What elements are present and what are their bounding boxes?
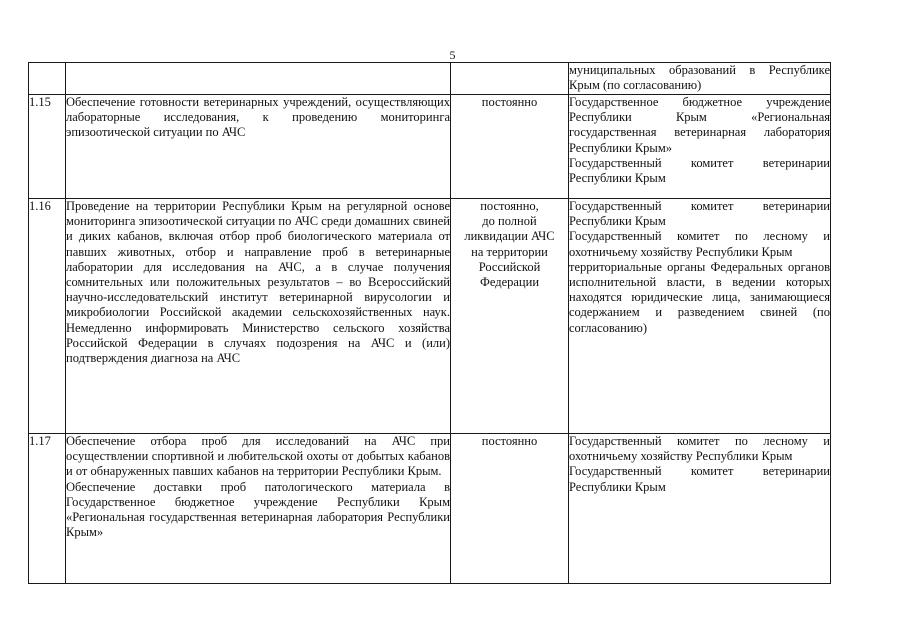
description-cell	[66, 63, 451, 95]
term-text: постоянно	[481, 434, 538, 448]
term-line: Российской	[478, 259, 541, 274]
term-line: постоянно,	[480, 199, 539, 213]
row-number-cell	[29, 199, 66, 434]
description-text: Проведение на территории Республики Крым на регулярной основе мониторинга эпизоотической ситуации по АЧС среди домашних свиней и диких кабанов, включая отбор проб биологического материала от павших животных, отбор и направление проб в ветеринарные лаборатории для исследования на АЧС, а в случае получения сомнительных или положительных результатов – во Всероссийский научно-исследовательский институт ветеринарной вирусологии и микробиологии Российской академии сельскохозяйственных наук. Немедленно информировать Министерство сельского хозяйства Российской Федерации в случаях подозрения на АЧС и (или) подтверждения диагноза на АЧС	[66, 199, 450, 366]
table-row	[29, 95, 831, 199]
responsible-cell	[569, 63, 831, 95]
description-cell	[66, 95, 451, 199]
responsible-text: Государственное бюджетное учреждение Республики Крым «Региональная государственная ветеринарная лаборатория Республики Крым»	[569, 95, 830, 155]
table-row	[29, 63, 831, 95]
responsible-text: территориальные органы Федеральных органов исполнительной власти, в ведении которых находятся юридические лица, занимающиеся содержанием и разведением свиней (по согласованию)	[569, 259, 830, 335]
term-line: до полной	[482, 214, 537, 229]
responsible-cell	[569, 95, 831, 199]
measures-table	[28, 62, 831, 584]
term-cell	[451, 199, 569, 434]
responsible-text: Государственный комитет по лесному и охотничьему хозяйству Республики Крым	[569, 434, 830, 464]
responsible-text: Государственный комитет ветеринарии Республики Крым	[569, 155, 830, 186]
term-text: постоянно	[481, 95, 538, 109]
term-cell	[451, 95, 569, 199]
term-line: ликвидации АЧС	[464, 229, 555, 244]
description-text: Обеспечение отбора проб для исследований на АЧС при осуществлении спортивной и любительской охоты от добытых кабанов и от обнаруженных павших кабанов на территории Республики Крым.	[66, 434, 450, 479]
table-row	[29, 199, 831, 434]
description-text: Обеспечение готовности ветеринарных учреждений, осуществляющих лабораторные исследования, к проведению мониторинга эпизоотической ситуации по АЧС	[66, 95, 450, 140]
table-row	[29, 434, 831, 584]
term-cell	[451, 434, 569, 584]
responsible-cell	[569, 434, 831, 584]
term-line: на территории	[471, 244, 548, 259]
description-text: Обеспечение доставки проб патологического материала в Государственное бюджетное учреждение Республики Крым «Региональная государственная ветеринарная лаборатория Республики Крым»	[66, 479, 450, 540]
row-number: 1.16	[29, 199, 51, 213]
responsible-cell	[569, 199, 831, 434]
row-number: 1.15	[29, 95, 51, 109]
page-number: 5	[449, 48, 456, 62]
term-line: Федерации	[479, 275, 540, 290]
row-number: 1.17	[29, 434, 51, 448]
responsible-text: Государственный комитет ветеринарии Республики Крым	[569, 199, 830, 229]
responsible-text: Государственный комитет по лесному и охотничьему хозяйству Республики Крым	[569, 229, 830, 259]
term-cell	[451, 63, 569, 95]
responsible-text: муниципальных образований в Республике Крым (по согласованию)	[569, 63, 830, 93]
row-number-cell	[29, 434, 66, 584]
row-number-cell	[29, 95, 66, 199]
description-cell	[66, 434, 451, 584]
responsible-text: Государственный комитет ветеринарии Республики Крым	[569, 464, 830, 494]
row-number-cell	[29, 63, 66, 95]
description-cell	[66, 199, 451, 434]
